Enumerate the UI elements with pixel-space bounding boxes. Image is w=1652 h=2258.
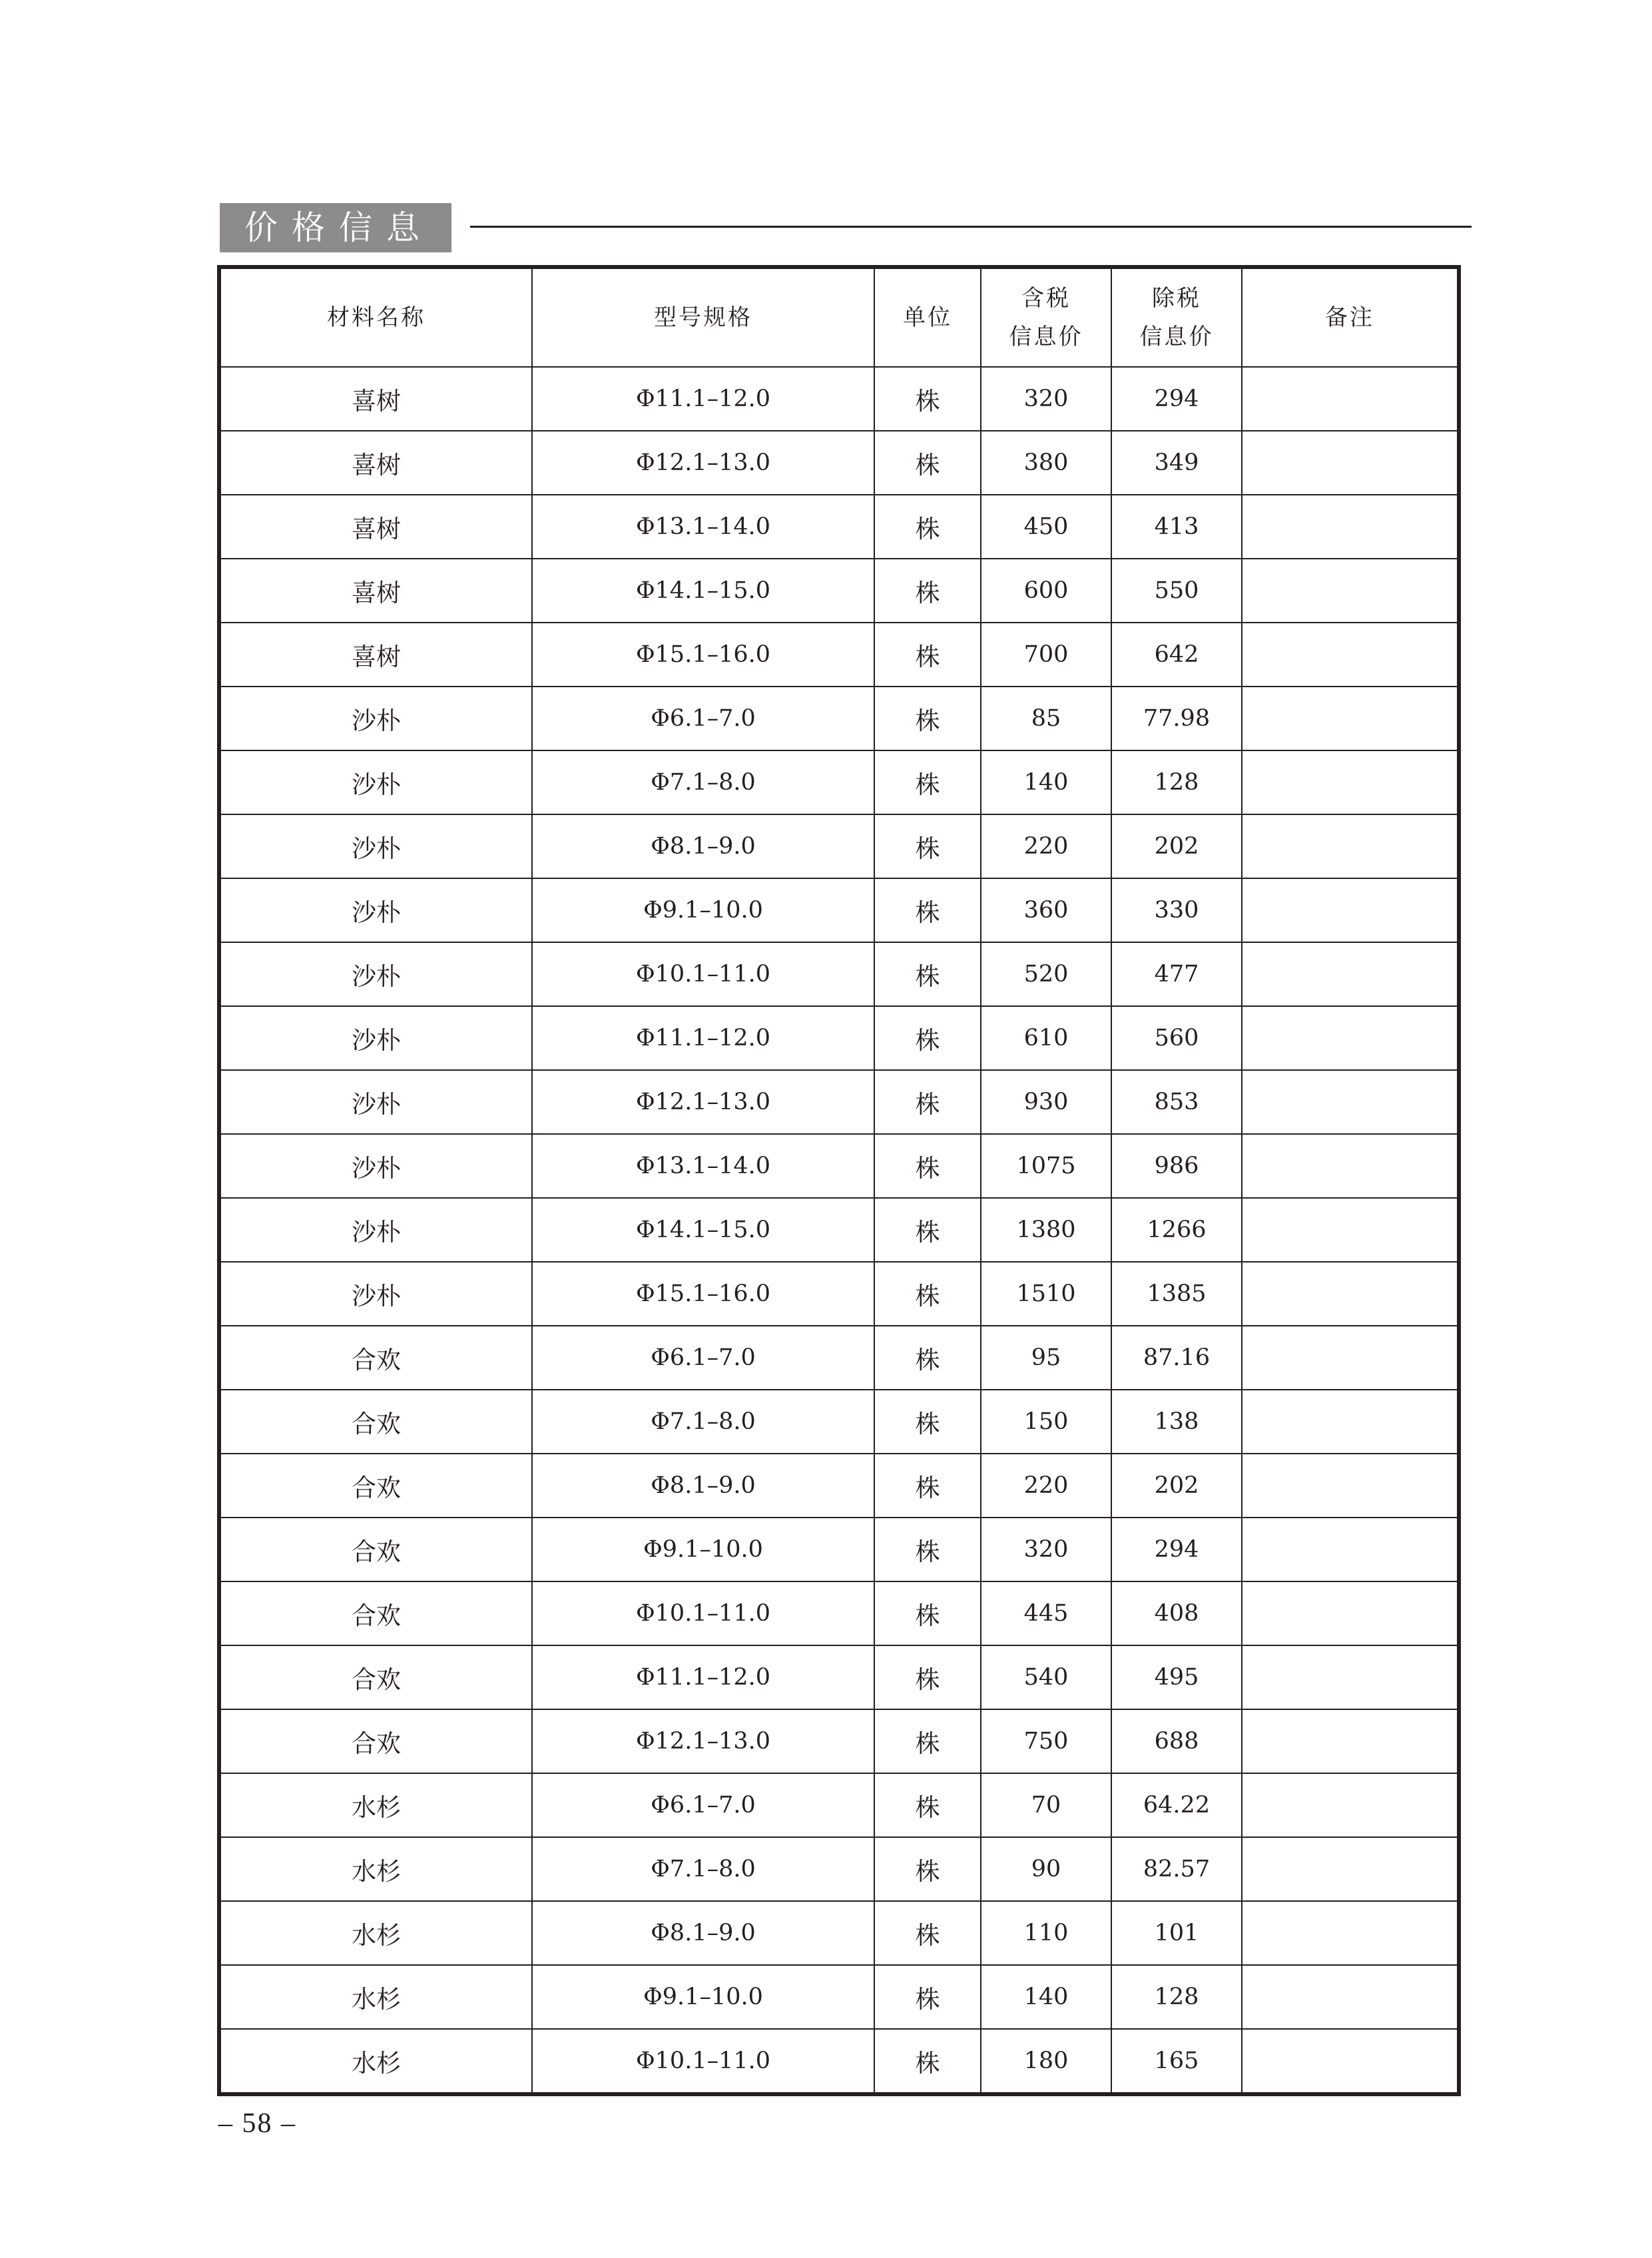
table-row — [219, 559, 1459, 623]
cell-remark — [1242, 814, 1459, 878]
cell-spec: Φ14.1–15.0 — [532, 559, 874, 623]
price-table-container — [217, 265, 1457, 2078]
header-tax-line2: 信息价 — [1009, 324, 1083, 350]
cell-tax-price: 540 — [981, 1645, 1111, 1709]
cell-material-name: 喜树 — [219, 495, 532, 559]
cell-unit: 株 — [874, 1134, 981, 1198]
table-row — [219, 1581, 1459, 1645]
cell-spec: Φ15.1–16.0 — [532, 623, 874, 687]
cell-notax-price: 1266 — [1111, 1198, 1242, 1262]
table-row — [219, 2029, 1459, 2094]
cell-spec: Φ7.1–8.0 — [532, 1837, 874, 1901]
cell-notax-price: 330 — [1111, 878, 1242, 942]
cell-material-name: 水杉 — [219, 1901, 532, 1965]
cell-unit: 株 — [874, 942, 981, 1006]
cell-tax-price: 445 — [981, 1581, 1111, 1645]
cell-unit: 株 — [874, 623, 981, 687]
cell-tax-price: 700 — [981, 623, 1111, 687]
header-notax-line1: 除税 — [1152, 285, 1201, 312]
cell-notax-price: 477 — [1111, 942, 1242, 1006]
cell-notax-price: 642 — [1111, 623, 1242, 687]
cell-material-name: 合欢 — [219, 1645, 532, 1709]
cell-unit: 株 — [874, 1709, 981, 1773]
cell-tax-price: 1510 — [981, 1262, 1111, 1326]
cell-tax-price: 320 — [981, 367, 1111, 431]
cell-notax-price: 101 — [1111, 1901, 1242, 1965]
cell-material-name: 合欢 — [219, 1326, 532, 1390]
cell-notax-price: 64.22 — [1111, 1773, 1242, 1837]
cell-remark — [1242, 559, 1459, 623]
cell-spec: Φ10.1–11.0 — [532, 2029, 874, 2094]
cell-spec: Φ12.1–13.0 — [532, 1709, 874, 1773]
header-material-name: 材料名称 — [219, 267, 532, 367]
table-header-row — [219, 267, 1459, 367]
table-row — [219, 1262, 1459, 1326]
cell-unit: 株 — [874, 1326, 981, 1390]
cell-material-name: 水杉 — [219, 1773, 532, 1837]
cell-remark — [1242, 1198, 1459, 1262]
table-row — [219, 623, 1459, 687]
cell-material-name: 沙朴 — [219, 1262, 532, 1326]
cell-spec: Φ7.1–8.0 — [532, 750, 874, 814]
cell-material-name: 喜树 — [219, 367, 532, 431]
cell-unit: 株 — [874, 1518, 981, 1581]
cell-remark — [1242, 1006, 1459, 1070]
table-row — [219, 1454, 1459, 1518]
cell-notax-price: 986 — [1111, 1134, 1242, 1198]
cell-remark — [1242, 1965, 1459, 2029]
table-row — [219, 1901, 1459, 1965]
cell-notax-price: 128 — [1111, 750, 1242, 814]
cell-material-name: 水杉 — [219, 1965, 532, 2029]
table-row — [219, 1070, 1459, 1134]
cell-notax-price: 688 — [1111, 1709, 1242, 1773]
table-row — [219, 1326, 1459, 1390]
cell-notax-price: 853 — [1111, 1070, 1242, 1134]
cell-spec: Φ6.1–7.0 — [532, 687, 874, 750]
cell-unit: 株 — [874, 559, 981, 623]
cell-unit: 株 — [874, 687, 981, 750]
cell-notax-price: 82.57 — [1111, 1837, 1242, 1901]
header-spec: 型号规格 — [532, 267, 874, 367]
cell-notax-price: 294 — [1111, 1518, 1242, 1581]
cell-tax-price: 930 — [981, 1070, 1111, 1134]
cell-material-name: 合欢 — [219, 1709, 532, 1773]
cell-spec: Φ8.1–9.0 — [532, 814, 874, 878]
cell-tax-price: 70 — [981, 1773, 1111, 1837]
cell-notax-price: 1385 — [1111, 1262, 1242, 1326]
table-row — [219, 1390, 1459, 1454]
cell-spec: Φ12.1–13.0 — [532, 431, 874, 495]
cell-remark — [1242, 2029, 1459, 2094]
cell-material-name: 沙朴 — [219, 1006, 532, 1070]
header-remark: 备注 — [1242, 267, 1459, 367]
cell-unit: 株 — [874, 1901, 981, 1965]
cell-tax-price: 320 — [981, 1518, 1111, 1581]
cell-notax-price: 87.16 — [1111, 1326, 1242, 1390]
cell-tax-price: 520 — [981, 942, 1111, 1006]
cell-remark — [1242, 1326, 1459, 1390]
cell-tax-price: 750 — [981, 1709, 1111, 1773]
table-row — [219, 814, 1459, 878]
table-row — [219, 942, 1459, 1006]
cell-spec: Φ13.1–14.0 — [532, 1134, 874, 1198]
table-row — [219, 1645, 1459, 1709]
cell-notax-price: 77.98 — [1111, 687, 1242, 750]
table-row — [219, 1773, 1459, 1837]
cell-spec: Φ7.1–8.0 — [532, 1390, 874, 1454]
table-row — [219, 1709, 1459, 1773]
cell-notax-price: 128 — [1111, 1965, 1242, 2029]
cell-remark — [1242, 1837, 1459, 1901]
cell-remark — [1242, 1070, 1459, 1134]
cell-notax-price: 495 — [1111, 1645, 1242, 1709]
cell-tax-price: 380 — [981, 431, 1111, 495]
cell-material-name: 合欢 — [219, 1518, 532, 1581]
table-row — [219, 367, 1459, 431]
cell-unit: 株 — [874, 1581, 981, 1645]
cell-unit: 株 — [874, 878, 981, 942]
cell-tax-price: 90 — [981, 1837, 1111, 1901]
cell-tax-price: 220 — [981, 1454, 1111, 1518]
section-header — [220, 203, 1472, 252]
cell-material-name: 喜树 — [219, 431, 532, 495]
cell-remark — [1242, 1134, 1459, 1198]
cell-material-name: 沙朴 — [219, 942, 532, 1006]
header-notax-line2: 信息价 — [1139, 324, 1214, 350]
cell-spec: Φ11.1–12.0 — [532, 367, 874, 431]
cell-unit: 株 — [874, 750, 981, 814]
cell-notax-price: 560 — [1111, 1006, 1242, 1070]
cell-tax-price: 85 — [981, 687, 1111, 750]
cell-tax-price: 220 — [981, 814, 1111, 878]
cell-material-name: 合欢 — [219, 1390, 532, 1454]
cell-tax-price: 95 — [981, 1326, 1111, 1390]
cell-unit: 株 — [874, 1006, 981, 1070]
cell-spec: Φ14.1–15.0 — [532, 1198, 874, 1262]
cell-unit: 株 — [874, 1454, 981, 1518]
table-row — [219, 1198, 1459, 1262]
cell-spec: Φ15.1–16.0 — [532, 1262, 874, 1326]
cell-notax-price: 138 — [1111, 1390, 1242, 1454]
cell-unit: 株 — [874, 1837, 981, 1901]
cell-remark — [1242, 1645, 1459, 1709]
header-tax-price — [981, 267, 1111, 367]
cell-material-name: 沙朴 — [219, 1070, 532, 1134]
cell-remark — [1242, 1454, 1459, 1518]
cell-material-name: 合欢 — [219, 1454, 532, 1518]
section-title: 价格信息 — [220, 203, 451, 252]
cell-spec: Φ9.1–10.0 — [532, 1518, 874, 1581]
cell-notax-price: 294 — [1111, 367, 1242, 431]
cell-remark — [1242, 1262, 1459, 1326]
header-notax-price — [1111, 267, 1242, 367]
table-row — [219, 750, 1459, 814]
table-body — [219, 367, 1459, 2094]
table-row — [219, 687, 1459, 750]
cell-spec: Φ6.1–7.0 — [532, 1773, 874, 1837]
cell-spec: Φ6.1–7.0 — [532, 1326, 874, 1390]
table-row — [219, 431, 1459, 495]
cell-remark — [1242, 687, 1459, 750]
cell-notax-price: 408 — [1111, 1581, 1242, 1645]
cell-spec: Φ9.1–10.0 — [532, 878, 874, 942]
cell-tax-price: 1075 — [981, 1134, 1111, 1198]
cell-unit: 株 — [874, 1070, 981, 1134]
cell-remark — [1242, 1581, 1459, 1645]
cell-unit: 株 — [874, 2029, 981, 2094]
cell-remark — [1242, 1709, 1459, 1773]
cell-unit: 株 — [874, 431, 981, 495]
cell-remark — [1242, 431, 1459, 495]
cell-tax-price: 180 — [981, 2029, 1111, 2094]
header-tax-line1: 含税 — [1021, 285, 1071, 312]
cell-unit: 株 — [874, 495, 981, 559]
cell-material-name: 水杉 — [219, 2029, 532, 2094]
cell-remark — [1242, 1390, 1459, 1454]
cell-unit: 株 — [874, 814, 981, 878]
cell-tax-price: 1380 — [981, 1198, 1111, 1262]
cell-tax-price: 450 — [981, 495, 1111, 559]
cell-remark — [1242, 1518, 1459, 1581]
cell-unit: 株 — [874, 1965, 981, 2029]
cell-notax-price: 550 — [1111, 559, 1242, 623]
cell-notax-price: 202 — [1111, 1454, 1242, 1518]
cell-remark — [1242, 623, 1459, 687]
cell-tax-price: 110 — [981, 1901, 1111, 1965]
cell-remark — [1242, 942, 1459, 1006]
cell-spec: Φ8.1–9.0 — [532, 1901, 874, 1965]
table-row — [219, 1518, 1459, 1581]
cell-remark — [1242, 1901, 1459, 1965]
cell-material-name: 合欢 — [219, 1581, 532, 1645]
cell-material-name: 喜树 — [219, 559, 532, 623]
table-row — [219, 1006, 1459, 1070]
cell-material-name: 水杉 — [219, 1837, 532, 1901]
cell-spec: Φ8.1–9.0 — [532, 1454, 874, 1518]
cell-notax-price: 165 — [1111, 2029, 1242, 2094]
cell-tax-price: 610 — [981, 1006, 1111, 1070]
cell-tax-price: 360 — [981, 878, 1111, 942]
cell-remark — [1242, 1773, 1459, 1837]
cell-notax-price: 202 — [1111, 814, 1242, 878]
cell-unit: 株 — [874, 1198, 981, 1262]
section-divider — [470, 226, 1472, 228]
cell-spec: Φ10.1–11.0 — [532, 1581, 874, 1645]
cell-unit: 株 — [874, 1390, 981, 1454]
cell-remark — [1242, 750, 1459, 814]
cell-remark — [1242, 367, 1459, 431]
cell-material-name: 喜树 — [219, 623, 532, 687]
table-row — [219, 1837, 1459, 1901]
table-row — [219, 1965, 1459, 2029]
cell-unit: 株 — [874, 1262, 981, 1326]
cell-remark — [1242, 878, 1459, 942]
table-row — [219, 1134, 1459, 1198]
page-number: – 58 – — [218, 2108, 296, 2139]
cell-tax-price: 140 — [981, 1965, 1111, 2029]
cell-material-name: 沙朴 — [219, 687, 532, 750]
cell-tax-price: 150 — [981, 1390, 1111, 1454]
cell-spec: Φ11.1–12.0 — [532, 1006, 874, 1070]
cell-notax-price: 413 — [1111, 495, 1242, 559]
cell-material-name: 沙朴 — [219, 814, 532, 878]
cell-tax-price: 140 — [981, 750, 1111, 814]
table-row — [219, 495, 1459, 559]
price-table — [217, 265, 1461, 2096]
cell-unit: 株 — [874, 367, 981, 431]
cell-material-name: 沙朴 — [219, 1198, 532, 1262]
cell-spec: Φ10.1–11.0 — [532, 942, 874, 1006]
cell-material-name: 沙朴 — [219, 878, 532, 942]
table-row — [219, 878, 1459, 942]
cell-material-name: 沙朴 — [219, 1134, 532, 1198]
cell-tax-price: 600 — [981, 559, 1111, 623]
cell-unit: 株 — [874, 1645, 981, 1709]
cell-spec: Φ9.1–10.0 — [532, 1965, 874, 2029]
cell-spec: Φ13.1–14.0 — [532, 495, 874, 559]
cell-remark — [1242, 495, 1459, 559]
cell-material-name: 沙朴 — [219, 750, 532, 814]
cell-spec: Φ12.1–13.0 — [532, 1070, 874, 1134]
cell-unit: 株 — [874, 1773, 981, 1837]
cell-spec: Φ11.1–12.0 — [532, 1645, 874, 1709]
cell-notax-price: 349 — [1111, 431, 1242, 495]
header-unit: 单位 — [874, 267, 981, 367]
